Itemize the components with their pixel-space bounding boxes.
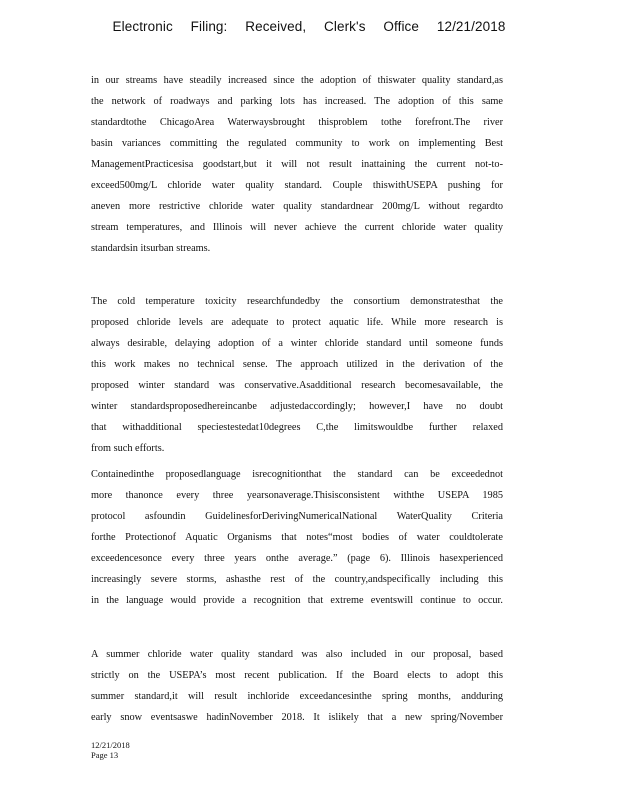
text-line: forthe Protectionof Aquatic Organisms that notes“most bodies of water couldtolerate xyxy=(91,532,503,543)
text-line: stream temperatures, and Illinois will never achieve the current chloride water quality xyxy=(91,222,503,233)
text-line: standardtothe ChicagoArea Waterwaysbrought thisproblem tothe forefront.The river xyxy=(91,117,503,128)
text-line: that withadditional speciestestedat10degrees C,the limitswouldbe further relaxed xyxy=(91,422,503,433)
text-line: proposed chloride levels are adequate to protect aquatic life. While more research is xyxy=(91,317,503,328)
text-line: winter standardsproposedhereincanbe adjustedaccordingly; however,I have no doubt xyxy=(91,401,503,412)
text-line: exceedencesonce every three years onthe average.” (page 6). Illinois hasexperienced xyxy=(91,553,503,564)
footer-page-number: Page 13 xyxy=(91,750,119,760)
text-line: in our streams have steadily increased since the adoption of thiswater quality standard,as xyxy=(91,75,503,86)
text-line: early snow eventsaswe hadinNovember 2018. It islikely that a new spring/November xyxy=(91,712,503,723)
page-footer xyxy=(91,740,130,760)
paragraph-2 xyxy=(91,291,503,459)
text-line: the network of roadways and parking lots has increased. The adoption of this same xyxy=(91,96,503,107)
text-line: more thanonce every three yearsonaverage.Thisisconsistent withthe USEPA 1985 xyxy=(91,490,503,501)
text-line: summer standard,it will result inchloride exceedancesinthe spring months, andduring xyxy=(91,691,503,702)
text-line: A summer chloride water quality standard was also included in our proposal, based xyxy=(91,649,503,660)
paragraph-4 xyxy=(91,644,503,728)
text-line: The cold temperature toxicity researchfundedby the consortium demonstratesthat the xyxy=(91,296,503,307)
text-line: from such efforts. xyxy=(91,443,165,454)
text-line: aneven more restrictive chloride water quality standardnear 200mg/L without regardto xyxy=(91,201,503,212)
text-line: strictly on the USEPA’s most recent publication. If the Board elects to adopt this xyxy=(91,670,503,681)
text-line: protocol asfoundin GuidelinesforDerivingNumericalNational WaterQuality Criteria xyxy=(91,511,503,522)
text-line: exceed500mg/L chloride water quality standard. Couple thiswithUSEPA pushing for xyxy=(91,180,503,191)
paragraph-3 xyxy=(91,464,503,611)
filing-header: Electronic Filing: Received, Clerk's Office 12/21/2018 xyxy=(112,19,506,34)
paragraph-1 xyxy=(91,70,503,259)
text-line: ManagementPracticesisa goodstart,but it will not result inattaining the current not-to- xyxy=(91,159,503,170)
text-line: in the language would provide a recognition that extreme eventswill continue to occur. xyxy=(91,595,503,606)
text-line: this work makes no technical sense. The approach utilized in the derivation of the xyxy=(91,359,503,370)
text-line: increasingly severe storms, ashasthe rest of the country,andspecifically including this xyxy=(91,574,503,585)
text-line: always desirable, delaying adoption of a winter chloride standard until someone funds xyxy=(91,338,503,349)
footer-date: 12/21/2018 xyxy=(91,740,130,750)
text-line: Containedinthe proposedlanguage isrecognitionthat the standard can be exceedednot xyxy=(91,469,503,480)
text-line: basin variances committing the regulated community to work on implementing Best xyxy=(91,138,503,149)
text-line: proposed winter standard was conservative.Asadditional research becomesavailable, the xyxy=(91,380,503,391)
text-line: standardsin itsurban streams. xyxy=(91,243,211,254)
